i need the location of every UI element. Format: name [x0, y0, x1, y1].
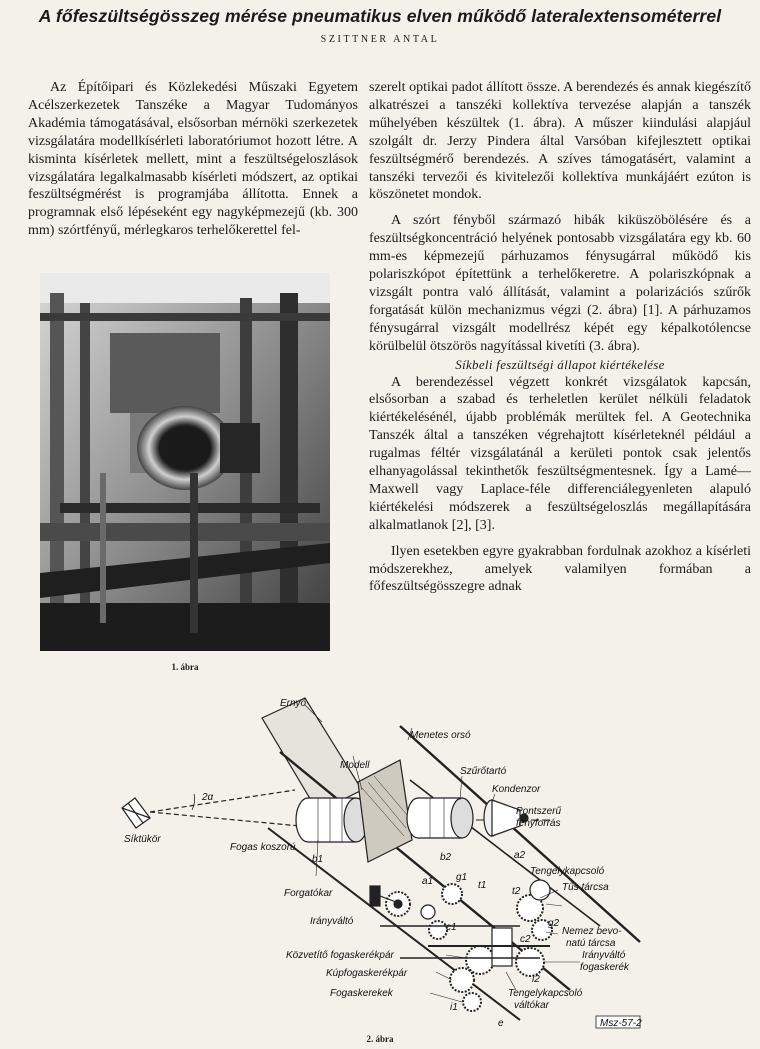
label-ref: Msz-57-2: [600, 1018, 642, 1029]
label-iranyvalto: Irányváltó: [310, 916, 354, 927]
label-forgatokar: Forgatókar: [284, 888, 333, 899]
section-heading: Síkbeli feszültségi állapot kiértékelése: [455, 356, 665, 372]
label-c1: c1: [446, 922, 457, 933]
label-a2: a2: [514, 850, 526, 861]
paragraph: szerelt optikai padot állított össze. A berendezés és annak kiegészítő alkatrészei a tanszéki kollektíva tervezése alapján a tanszék műhelyében készültek (1. ábra). A műszer kiindulási alapjául szolgált dr. Jerzy Pindera által Varsóban kifejlesztett optikai feszültségmérő berendezés. A szíves támogatásért, valamint a tanszéki tervezői és kivitelezői kollektíva munkájáért ezúton is köszönetet mondok.: [369, 80, 751, 203]
label-tk-valtokar-1: Tengelykapcsoló: [508, 988, 583, 999]
label-iranyvalto-fog-2: fogaskerék: [580, 962, 629, 973]
label-siktukor: Síktükör: [124, 834, 161, 845]
apparatus-photo-image: [40, 273, 330, 651]
right-column: [369, 79, 751, 596]
label-angle: 2α: [202, 792, 214, 803]
label-tengelykapcsolo: Tengelykapcsoló: [530, 866, 605, 877]
screen-shape: [262, 698, 362, 812]
label-tk-valtokar-2: váltókar: [514, 1000, 550, 1011]
label-b2: b2: [440, 852, 452, 863]
left-column: [28, 79, 358, 240]
label-e: e: [498, 1018, 504, 1029]
figure-1-caption: 1. ábra: [171, 662, 199, 672]
figure-1-photo: [40, 273, 330, 651]
paragraph: A szórt fényből származó hibák kiküszöbölésére és a feszültségkoncentráció helyének pontosabb vizsgálatára egy kb. 60 mm-es képmezejű párhuzamos fénysugárral működő kis polariszkópot építettünk a terhelőkeretre. A polariszkópnak a vizsgált pontra való állítását, valamint a polarizációs szűrők forgatását külön mechanizmus végzi (2. ábra) [1]. A párhuzamos fénysugárral vizsgált modellrész képét egy képalkotólencse körülbelül ötszörös nagyítással kivetíti (3. ábra).: [369, 213, 751, 354]
label-modell: Modell: [340, 760, 370, 771]
label-iranyvalto-fog-1: Irányváltó: [582, 950, 626, 961]
paragraph: Ilyen esetekben egyre gyakrabban fordulnak azokhoz a kísérleti módszerekhez, amelyek valamilyen formában a főfeszültségösszegre adnak: [369, 543, 751, 595]
label-i2: i2: [532, 974, 540, 985]
label-g1: g1: [456, 872, 468, 883]
label-kondenzor: Kondenzor: [492, 784, 541, 795]
figure-2-diagram: [100, 690, 740, 1030]
label-i1: i1: [450, 1002, 458, 1013]
gear-g1: [442, 884, 462, 904]
label-fenyforras: fényforrás: [516, 818, 561, 829]
label-nemez-2: natú tárcsa: [566, 938, 616, 949]
label-a1: a1: [422, 876, 434, 887]
label-ernyo: Ernyő: [280, 698, 307, 709]
label-kozvetito: Közvetítő fogaskerékpár: [286, 950, 394, 961]
author-name: SZITTNER ANTAL: [320, 34, 440, 45]
label-g2: g2: [548, 918, 560, 929]
label-fogas-koszoru: Fogas koszorú: [230, 842, 296, 853]
label-kupfogas: Kúpfogaskerékpár: [326, 968, 408, 979]
label-menetes-orso: Menetes orsó: [410, 730, 471, 741]
label-szurotarto: Szűrőtartó: [460, 766, 507, 777]
label-pontszeru: Pontszerű: [516, 806, 562, 817]
label-fogaskerekek: Fogaskerekek: [330, 988, 393, 999]
label-nemez-1: Nemez bevo-: [562, 926, 622, 937]
label-t2: t2: [512, 886, 521, 897]
label-b1: b1: [312, 854, 324, 865]
label-t1: t1: [478, 880, 487, 891]
label-c2: c2: [520, 934, 531, 945]
figure-2-caption: 2. ábra: [366, 1034, 394, 1044]
paragraph: Az Építőipari és Közlekedési Műszaki Egyetem Acélszerkezetek Tanszéke a Magyar Tudományos Akadémia támogatásával, elsősorban mérnöki szerkezetek vizsgálatára modellkísérleti laboratóriumot hozott létre. A kisminta kísérletek mellett, mint a feszültségeloszlások vizsgálatára legalkalmasabb kísérleti módszert, az optikai feszültségmérést is programjába állította. Ennek a programnak első lépéseként egy nagyképmezejű (kb. 300 mm) szórtfényű, mérlegkaros terhelőkerettel fel-: [28, 80, 358, 239]
label-tus-tarcsa: Tűs tárcsa: [562, 882, 609, 893]
paragraph: A berendezéssel végzett konkrét vizsgálatok kapcsán, elsősorban a szabad és terheletlen kerület nélküli feladatok kiértékelésénél, újabb problémák merültek fel. A Geotechnika Tanszék által a tanszéken végrehajtott kísérleteknél például a rugalmas féltér vizsgálatánál a kerületi pontok csak jelentős elhanyagolással tekinthetők feszültségmentesnek. Így a Lamé—Maxwell vagy Laplace-féle differenciálegyenleten alapuló kiértékelési módszerek a feszültségeloszlás megállapítására alkalmatlanok [2], [3].: [369, 374, 751, 533]
article-title: A főfeszültségösszeg mérése pneumatikus elven működő lateralextensométerrel: [38, 6, 722, 26]
